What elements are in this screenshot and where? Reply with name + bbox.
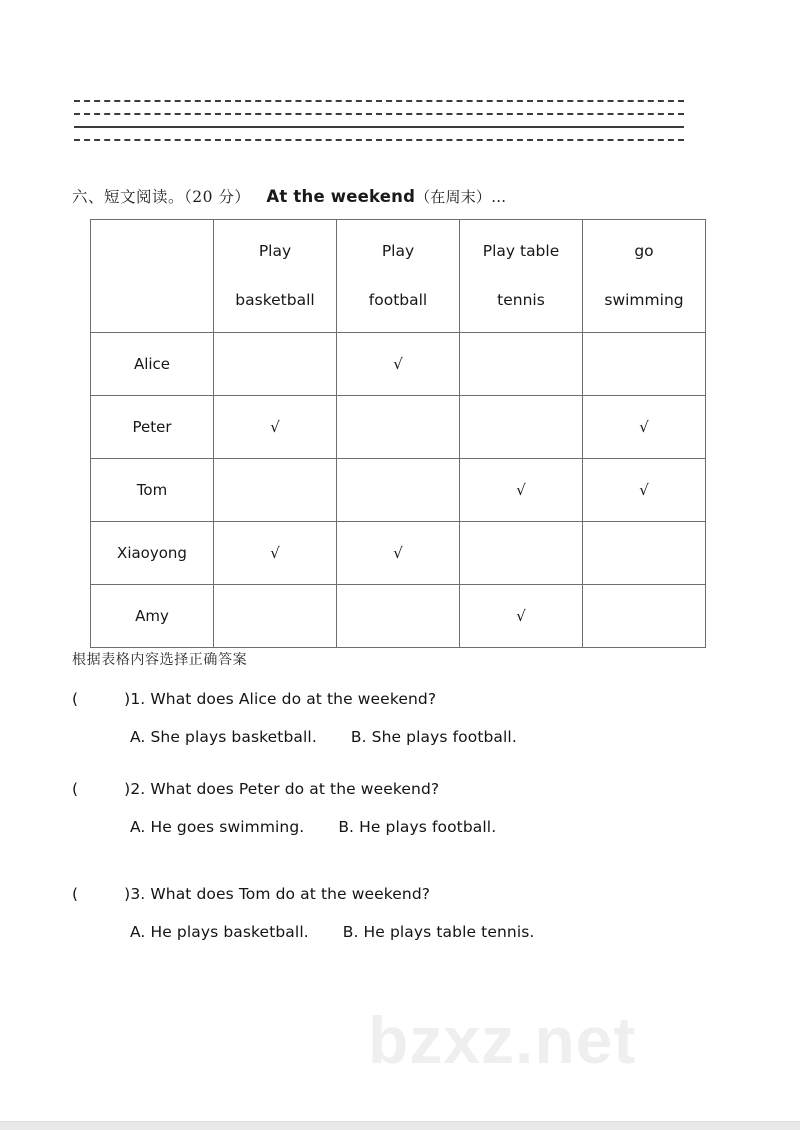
header-line-1: Play table	[482, 242, 560, 260]
section-title-text: At the weekend	[266, 187, 416, 206]
cell-alice-swimming	[583, 333, 706, 396]
row-name-alice: Alice	[91, 333, 214, 396]
section-number-label: 六、短文阅读。（20 分）	[72, 188, 251, 206]
question-3-option-b[interactable]: B. He plays table tennis.	[342, 923, 535, 941]
cell-xiaoyong-table-tennis	[460, 522, 583, 585]
cell-peter-swimming: √	[583, 396, 706, 459]
question-1-text: What does Alice do at the weekend?	[145, 690, 437, 708]
weekend-activity-table	[90, 219, 706, 648]
cell-tom-table-tennis: √	[460, 459, 583, 522]
question-2-options	[72, 818, 732, 836]
row-name-peter: Peter	[91, 396, 214, 459]
cell-xiaoyong-football: √	[337, 522, 460, 585]
site-watermark: bzxz.net	[368, 1003, 637, 1077]
cell-amy-swimming	[583, 585, 706, 648]
question-2-number: 2.	[130, 780, 146, 798]
header-cell-table-tennis	[460, 220, 583, 333]
cell-tom-football	[337, 459, 460, 522]
header-cell-names	[91, 220, 214, 333]
section-heading	[72, 185, 506, 207]
answer-bracket-open: (	[72, 885, 79, 903]
answer-ruled-lines	[74, 100, 684, 152]
question-item-3	[72, 885, 732, 941]
row-name-tom: Tom	[91, 459, 214, 522]
cell-amy-football	[337, 585, 460, 648]
ruled-line-3	[74, 126, 684, 128]
header-line-1: Play	[381, 242, 415, 260]
table-row	[91, 396, 706, 459]
cell-tom-swimming: √	[583, 459, 706, 522]
question-1-prompt	[72, 690, 732, 708]
question-list	[72, 690, 732, 955]
question-3-text: What does Tom do at the weekend?	[145, 885, 431, 903]
cell-peter-table-tennis	[460, 396, 583, 459]
header-line-2: swimming	[604, 291, 684, 309]
row-name-xiaoyong: Xiaoyong	[91, 522, 214, 585]
ruled-line-2	[74, 113, 684, 115]
question-1-options	[72, 728, 732, 746]
answer-bracket-open: (	[72, 780, 79, 798]
cell-tom-basketball	[214, 459, 337, 522]
question-3-options	[72, 923, 732, 941]
question-item-1	[72, 690, 732, 746]
question-2-prompt	[72, 780, 732, 798]
ruled-line-4	[74, 139, 684, 141]
table-row	[91, 522, 706, 585]
cell-xiaoyong-swimming	[583, 522, 706, 585]
question-item-2	[72, 780, 732, 836]
section-title-en	[266, 186, 506, 207]
question-1-number: 1.	[130, 690, 146, 708]
header-line-2: football	[368, 291, 428, 309]
cell-alice-table-tennis	[460, 333, 583, 396]
section-title-gloss: （在周末）…	[415, 188, 507, 206]
table-row	[91, 585, 706, 648]
answer-bracket-close: )	[124, 780, 131, 798]
header-cell-football	[337, 220, 460, 333]
instruction-text: 根据表格内容选择正确答案	[72, 652, 248, 668]
question-3-option-a[interactable]: A. He plays basketball.	[130, 923, 309, 941]
question-2-option-b[interactable]: B. He plays football.	[338, 818, 497, 836]
question-1-option-b[interactable]: B. She plays football.	[350, 728, 517, 746]
answer-bracket-open: (	[72, 690, 79, 708]
cell-alice-basketball	[214, 333, 337, 396]
header-line-1: Play	[258, 242, 292, 260]
ruled-line-1	[74, 100, 684, 102]
table-row	[91, 459, 706, 522]
header-line-2: tennis	[497, 291, 545, 309]
table-row	[91, 333, 706, 396]
question-3-prompt	[72, 885, 732, 903]
row-name-amy: Amy	[91, 585, 214, 648]
cell-amy-basketball	[214, 585, 337, 648]
question-2-text: What does Peter do at the weekend?	[145, 780, 440, 798]
answer-bracket-close: )	[124, 885, 131, 903]
cell-alice-football: √	[337, 333, 460, 396]
table-header-row	[91, 220, 706, 333]
question-1-option-a[interactable]: A. She plays basketball.	[130, 728, 317, 746]
header-line-2: basketball	[235, 291, 315, 309]
cell-peter-basketball: √	[214, 396, 337, 459]
cell-xiaoyong-basketball: √	[214, 522, 337, 585]
answer-bracket-close: )	[124, 690, 131, 708]
header-line-1: go	[634, 242, 654, 260]
question-3-number: 3.	[130, 885, 146, 903]
header-cell-basketball	[214, 220, 337, 333]
cell-peter-football	[337, 396, 460, 459]
cell-amy-table-tennis: √	[460, 585, 583, 648]
header-cell-swimming	[583, 220, 706, 333]
question-2-option-a[interactable]: A. He goes swimming.	[130, 818, 305, 836]
